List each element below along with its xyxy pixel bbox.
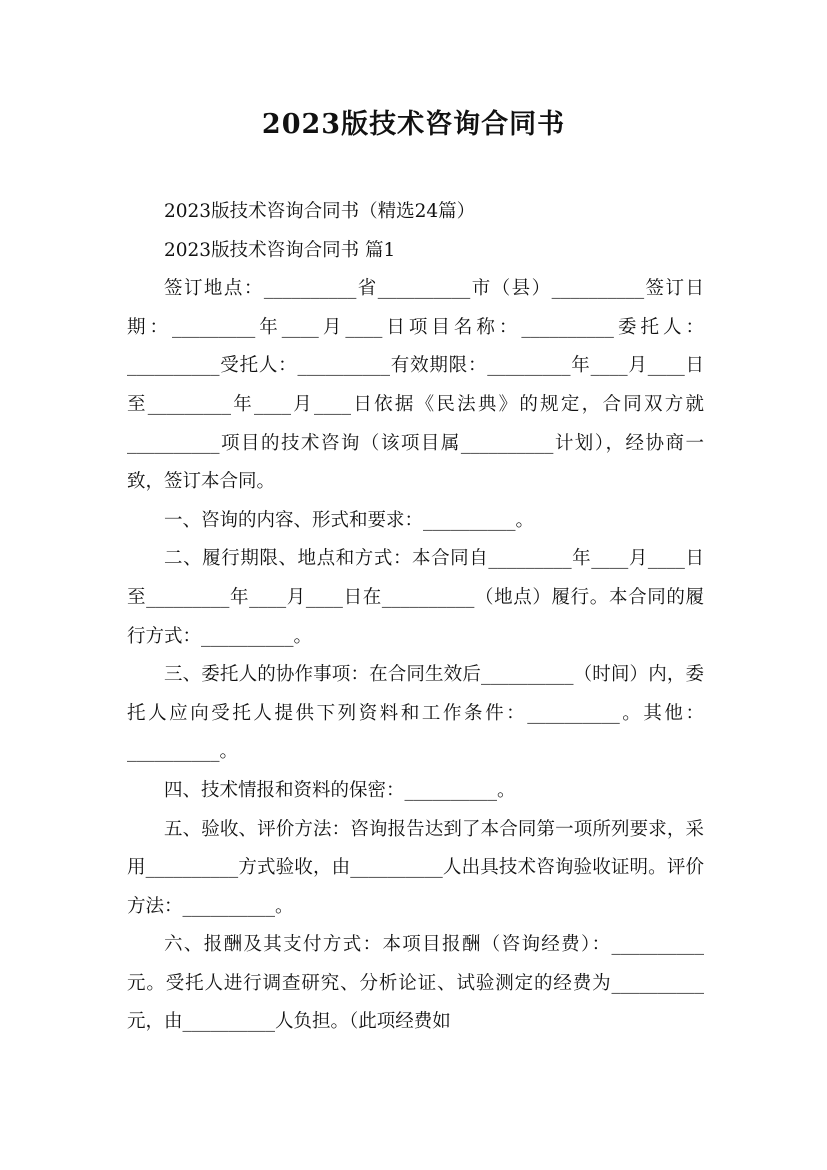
document-body bbox=[127, 193, 704, 1042]
paragraph-clause-4: 四、技术情报和资料的保密：__________。 bbox=[164, 779, 516, 801]
paragraph-clause-2: 二、履行期限、地点和方式：本合同自_________年____月____日至_________年____月____日在__________（地点）履行。本合同的履行方式：__________。 bbox=[127, 548, 704, 647]
paragraph-clause-6: 六、报酬及其支付方式：本项目报酬（咨询经费）：__________元。受托人进行调查研究、分析论证、试验测定的经费为__________元，由__________人负担。（此项经费如 bbox=[127, 934, 704, 1033]
paragraph-clause-1: 一、咨询的内容、形式和要求：__________。 bbox=[164, 509, 535, 531]
paragraph-clause-5: 五、验收、评价方法：咨询报告达到了本合同第一项所列要求，采用__________方式验收，由__________人出具技术咨询验收证明。评价方法：__________。 bbox=[127, 818, 704, 917]
paragraph-subtitle: 2023版技术咨询合同书（精选24篇） bbox=[164, 201, 476, 222]
document-title: 2023版技术咨询合同书 bbox=[261, 109, 566, 140]
paragraph-clause-3: 三、委托人的协作事项：在合同生效后__________（时间）内，委托人应向受托人提供下列资料和工作条件：__________。其他：__________。 bbox=[127, 664, 704, 763]
paragraph-section-heading: 2023版技术咨询合同书 篇1 bbox=[164, 239, 396, 261]
paragraph-preamble: 签订地点：__________省__________市（县）__________签订日期：_________年____月____日项目名称：__________委托人：__________受托人：__________有效期限：_________年____月____日至_________年____月____日依据《民法典》的规定，合同双方就__________项目的技术咨询（该项目属__________计划），经协商一致，签订本合同。 bbox=[127, 278, 704, 493]
